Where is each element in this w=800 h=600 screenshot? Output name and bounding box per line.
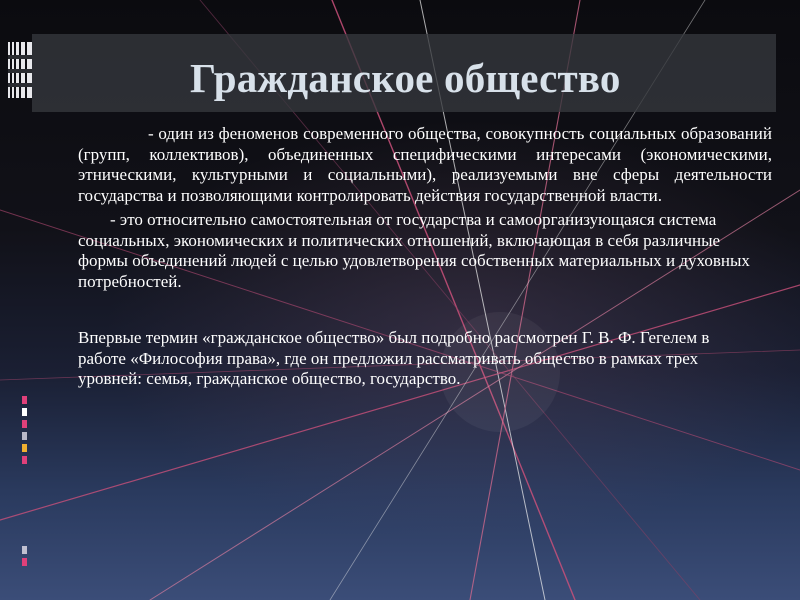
- color-tick: [22, 546, 27, 554]
- color-tick: [22, 444, 27, 452]
- definition-paragraph-2: - это относительно самостоятельная от государства и самоорганизующаяся система социальных, экономических и политических отношений, включающая в себя различные формы объединений людей с целью удовлетворения собственных материальных и духовных потребностей.: [78, 210, 750, 291]
- slide-title: Гражданское общество: [190, 55, 621, 101]
- definition-paragraph-1: - один из феноменов современного общества, совокупность социальных образований (групп, коллективов), объединенных специфическими интересами (экономическими, этническими, культурными и социальными), реализуемыми вне сферы деятельности государства и позволяющими контролировать действия государственной власти.: [78, 124, 772, 205]
- history-paragraph: Впервые термин «гражданское общество» был подробно рассмотрен Г. В. Ф. Гегелем в работе «Философия права», где он предложил рассматривать общество в рамках трех уровней: семья, гражданское общество, государство.: [78, 328, 710, 388]
- color-tick: [22, 558, 27, 566]
- color-tick: [22, 396, 27, 404]
- color-tick: [22, 420, 27, 428]
- color-tick: [22, 408, 27, 416]
- color-tick: [22, 432, 27, 440]
- color-tick: [22, 456, 27, 464]
- slide-body: [78, 124, 772, 390]
- title-decoration: [8, 42, 32, 98]
- side-color-ticks: [22, 396, 28, 566]
